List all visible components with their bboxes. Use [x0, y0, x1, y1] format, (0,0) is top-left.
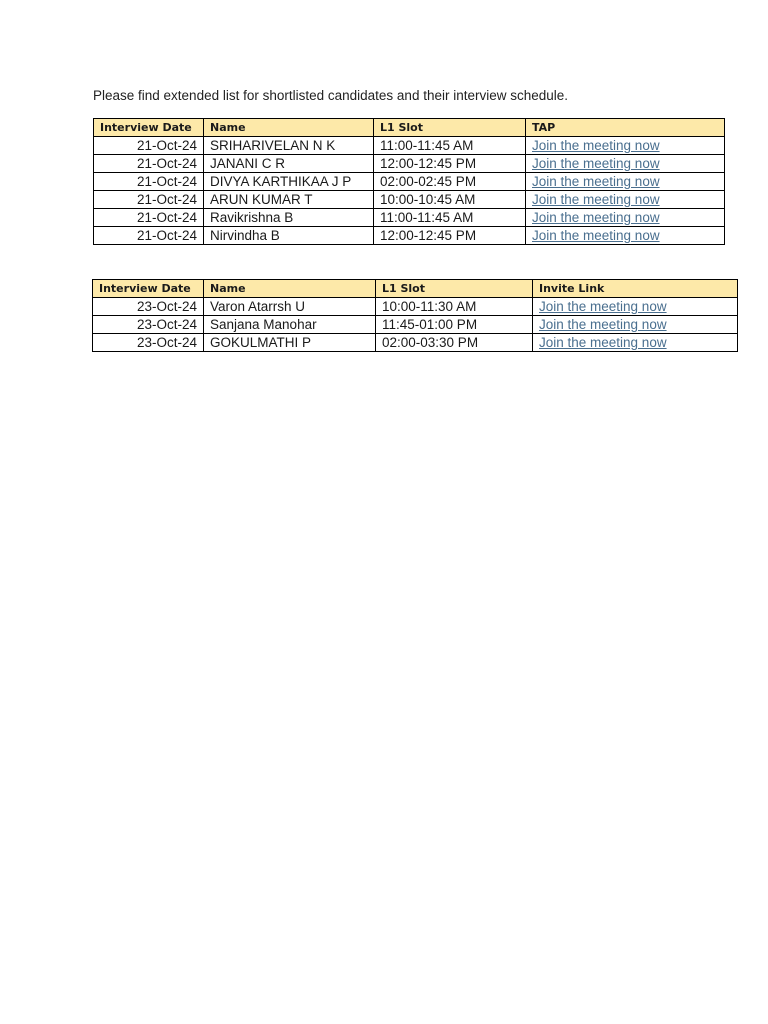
cell-date: 21-Oct-24: [94, 209, 204, 227]
cell-name: DIVYA KARTHIKAA J P: [204, 173, 374, 191]
cell-link: [533, 316, 738, 334]
cell-slot: 11:45-01:00 PM: [376, 316, 533, 334]
cell-date: 21-Oct-24: [94, 191, 204, 209]
header-name: Name: [204, 280, 376, 298]
join-meeting-link[interactable]: Join the meeting now: [539, 335, 667, 350]
table-row: [94, 173, 725, 191]
cell-date: 23-Oct-24: [93, 298, 204, 316]
cell-date: 21-Oct-24: [94, 173, 204, 191]
table-row: [94, 137, 725, 155]
table-header-row: [93, 280, 738, 298]
table-row: [94, 209, 725, 227]
table-row: [93, 316, 738, 334]
table-row: [94, 191, 725, 209]
schedule-table-oct-23: [92, 279, 738, 352]
join-meeting-link[interactable]: Join the meeting now: [532, 174, 660, 189]
cell-name: Ravikrishna B: [204, 209, 374, 227]
join-meeting-link[interactable]: Join the meeting now: [539, 317, 667, 332]
cell-date: 21-Oct-24: [94, 155, 204, 173]
cell-date: 21-Oct-24: [94, 137, 204, 155]
cell-link: [533, 334, 738, 352]
table-row: [93, 298, 738, 316]
join-meeting-link[interactable]: Join the meeting now: [532, 156, 660, 171]
header-interview-date: Interview Date: [93, 280, 204, 298]
cell-slot: 10:00-11:30 AM: [376, 298, 533, 316]
cell-slot: 12:00-12:45 PM: [374, 155, 526, 173]
schedule-table-oct-21: [93, 118, 725, 245]
header-invite-link: Invite Link: [533, 280, 738, 298]
cell-link: [526, 209, 725, 227]
header-tap: TAP: [526, 119, 725, 137]
cell-name: ARUN KUMAR T: [204, 191, 374, 209]
cell-slot: 11:00-11:45 AM: [374, 209, 526, 227]
join-meeting-link[interactable]: Join the meeting now: [539, 299, 667, 314]
table-row: [93, 334, 738, 352]
join-meeting-link[interactable]: Join the meeting now: [532, 192, 660, 207]
header-l1-slot: L1 Slot: [374, 119, 526, 137]
table-row: [94, 227, 725, 245]
cell-slot: 11:00-11:45 AM: [374, 137, 526, 155]
cell-link: [533, 298, 738, 316]
cell-date: 23-Oct-24: [93, 334, 204, 352]
cell-date: 23-Oct-24: [93, 316, 204, 334]
intro-text: Please find extended list for shortlisted candidates and their interview schedule.: [93, 88, 569, 103]
table-row: [94, 155, 725, 173]
cell-slot: 02:00-03:30 PM: [376, 334, 533, 352]
cell-slot: 02:00-02:45 PM: [374, 173, 526, 191]
cell-slot: 12:00-12:45 PM: [374, 227, 526, 245]
join-meeting-link[interactable]: Join the meeting now: [532, 228, 660, 243]
cell-name: Varon Atarrsh U: [204, 298, 376, 316]
table-header-row: [94, 119, 725, 137]
header-l1-slot: L1 Slot: [376, 280, 533, 298]
cell-link: [526, 155, 725, 173]
cell-name: JANANI C R: [204, 155, 374, 173]
cell-name: Sanjana Manohar: [204, 316, 376, 334]
cell-slot: 10:00-10:45 AM: [374, 191, 526, 209]
cell-name: Nirvindha B: [204, 227, 374, 245]
cell-name: GOKULMATHI P: [204, 334, 376, 352]
cell-name: SRIHARIVELAN N K: [204, 137, 374, 155]
cell-date: 21-Oct-24: [94, 227, 204, 245]
join-meeting-link[interactable]: Join the meeting now: [532, 210, 660, 225]
cell-link: [526, 227, 725, 245]
header-name: Name: [204, 119, 374, 137]
cell-link: [526, 173, 725, 191]
header-interview-date: Interview Date: [94, 119, 204, 137]
cell-link: [526, 191, 725, 209]
cell-link: [526, 137, 725, 155]
join-meeting-link[interactable]: Join the meeting now: [532, 138, 660, 153]
